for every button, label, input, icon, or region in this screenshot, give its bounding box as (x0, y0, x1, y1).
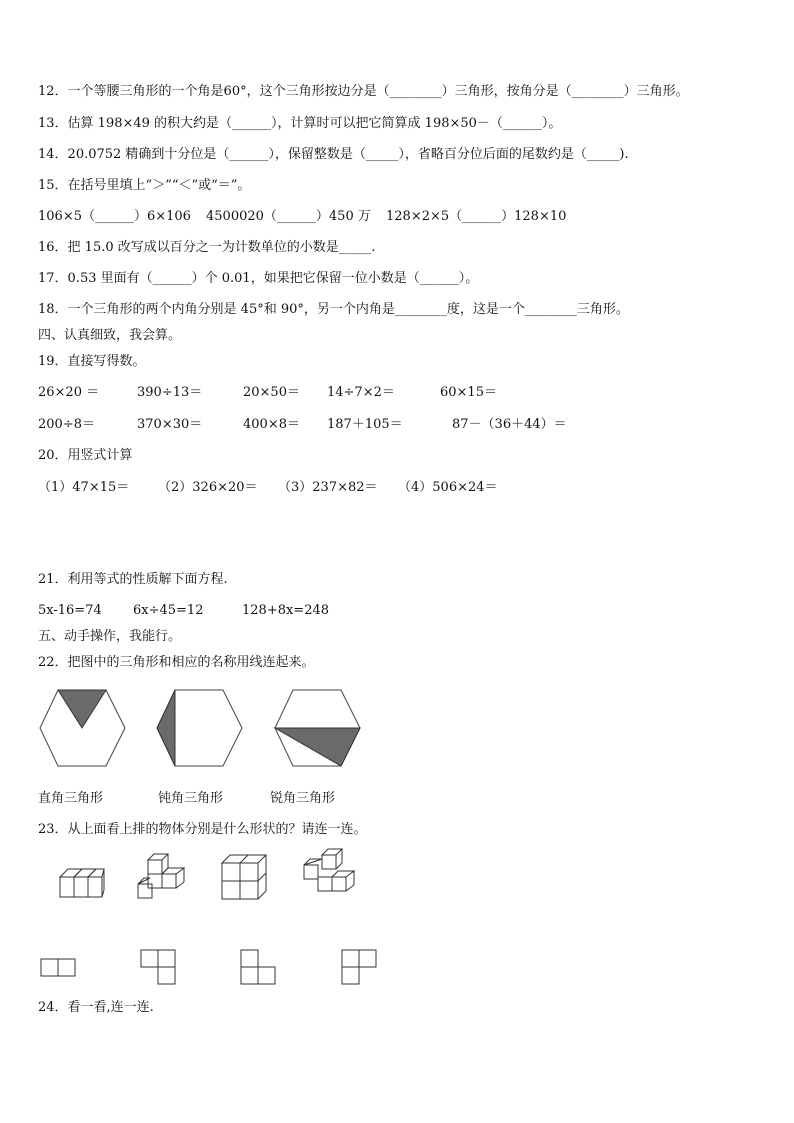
q21-item-1: 5x-16=74 (38, 603, 102, 618)
question-12: 12．一个等腰三角形的一个角是60°，这个三角形按边分是（________）三角形，按角分是（________）三角形。 (38, 84, 689, 99)
q21-item-3: 128+8x=248 (242, 603, 330, 618)
q21-item-2: 6x÷45=12 (133, 603, 204, 618)
q22-label-acute: 锐角三角形 (270, 791, 336, 806)
q15-item-2: 4500020（______）450 万 (206, 209, 371, 224)
question-20: 20．用竖式计算 (38, 448, 133, 463)
q19-r1-c5: 60×15＝ (440, 385, 497, 400)
hexagon-obtuse-triangle-figure (155, 688, 245, 768)
q19-r2-c2: 370×30＝ (137, 417, 203, 432)
question-18: 18．一个三角形的两个内角分别是 45°和 90°，另一个内角是________度，这是一个________三角形。 (38, 302, 629, 317)
q19-r1-c2: 390÷13＝ (137, 385, 203, 400)
question-14: 14．20.0752 精确到十分位是（______），保留整数是（_____），省略百分位后面的尾数约是（_____). (38, 147, 629, 162)
cube-stack-figure-1 (58, 862, 106, 900)
hexagon-right-triangle-figure (38, 688, 128, 768)
q19-r1-c3: 20×50＝ (243, 385, 300, 400)
q19-r1-c1: 26×20 ＝ (38, 385, 100, 400)
cube-stack-figure-4 (300, 847, 358, 901)
hexagon-acute-triangle-figure (273, 688, 363, 768)
q20-item-4: （4）506×24＝ (398, 480, 498, 495)
q15-item-1: 106×5（______）6×106 (38, 209, 191, 224)
q19-r1-c4: 14÷7×2＝ (327, 385, 395, 400)
q19-r2-c4: 187＋105＝ (327, 417, 403, 432)
question-21: 21．利用等式的性质解下面方程. (38, 572, 228, 587)
cube-stack-figure-2 (136, 852, 188, 902)
question-17: 17．0.53 里面有（______）个 0.01，如果把它保留一位小数是（______）。 (38, 271, 479, 286)
question-23: 23．从上面看上排的物体分别是什么形状的？请连一连。 (38, 822, 367, 837)
q19-r2-c1: 200÷8＝ (38, 417, 95, 432)
q22-label-right: 直角三角形 (38, 791, 104, 806)
question-22: 22．把图中的三角形和相应的名称用线连起来。 (38, 655, 315, 670)
question-24: 24．看一看,连一连. (38, 1000, 154, 1015)
cube-stack-figure-3 (220, 853, 268, 901)
q20-item-1: （1）47×15＝ (38, 480, 130, 495)
question-19: 19．直接写得数。 (38, 354, 146, 369)
top-view-shape-2 (140, 949, 176, 985)
q19-r2-c3: 400×8＝ (243, 417, 300, 432)
top-view-shape-3 (240, 949, 276, 985)
section-5-heading: 五、动手操作，我能行。 (38, 629, 182, 644)
section-4-heading: 四、认真细致，我会算。 (38, 328, 182, 343)
top-view-shape-1 (40, 958, 76, 978)
q20-item-2: （2）326×20＝ (158, 480, 258, 495)
question-16: 16．把 15.0 改写成以百分之一为计数单位的小数是_____. (38, 240, 376, 255)
q15-item-3: 128×2×5（______）128×10 (386, 209, 567, 224)
q19-r2-c5: 87－（36＋44）＝ (452, 417, 567, 432)
q22-label-obtuse: 钝角三角形 (158, 791, 224, 806)
q20-item-3: （3）237×82＝ (278, 480, 378, 495)
question-15: 15．在括号里填上“＞”“＜”或“＝”。 (38, 178, 251, 193)
question-13: 13．估算 198×49 的积大约是（______），计算时可以把它简算成 198×50－（______）。 (38, 116, 562, 131)
top-view-shape-4 (341, 949, 377, 985)
